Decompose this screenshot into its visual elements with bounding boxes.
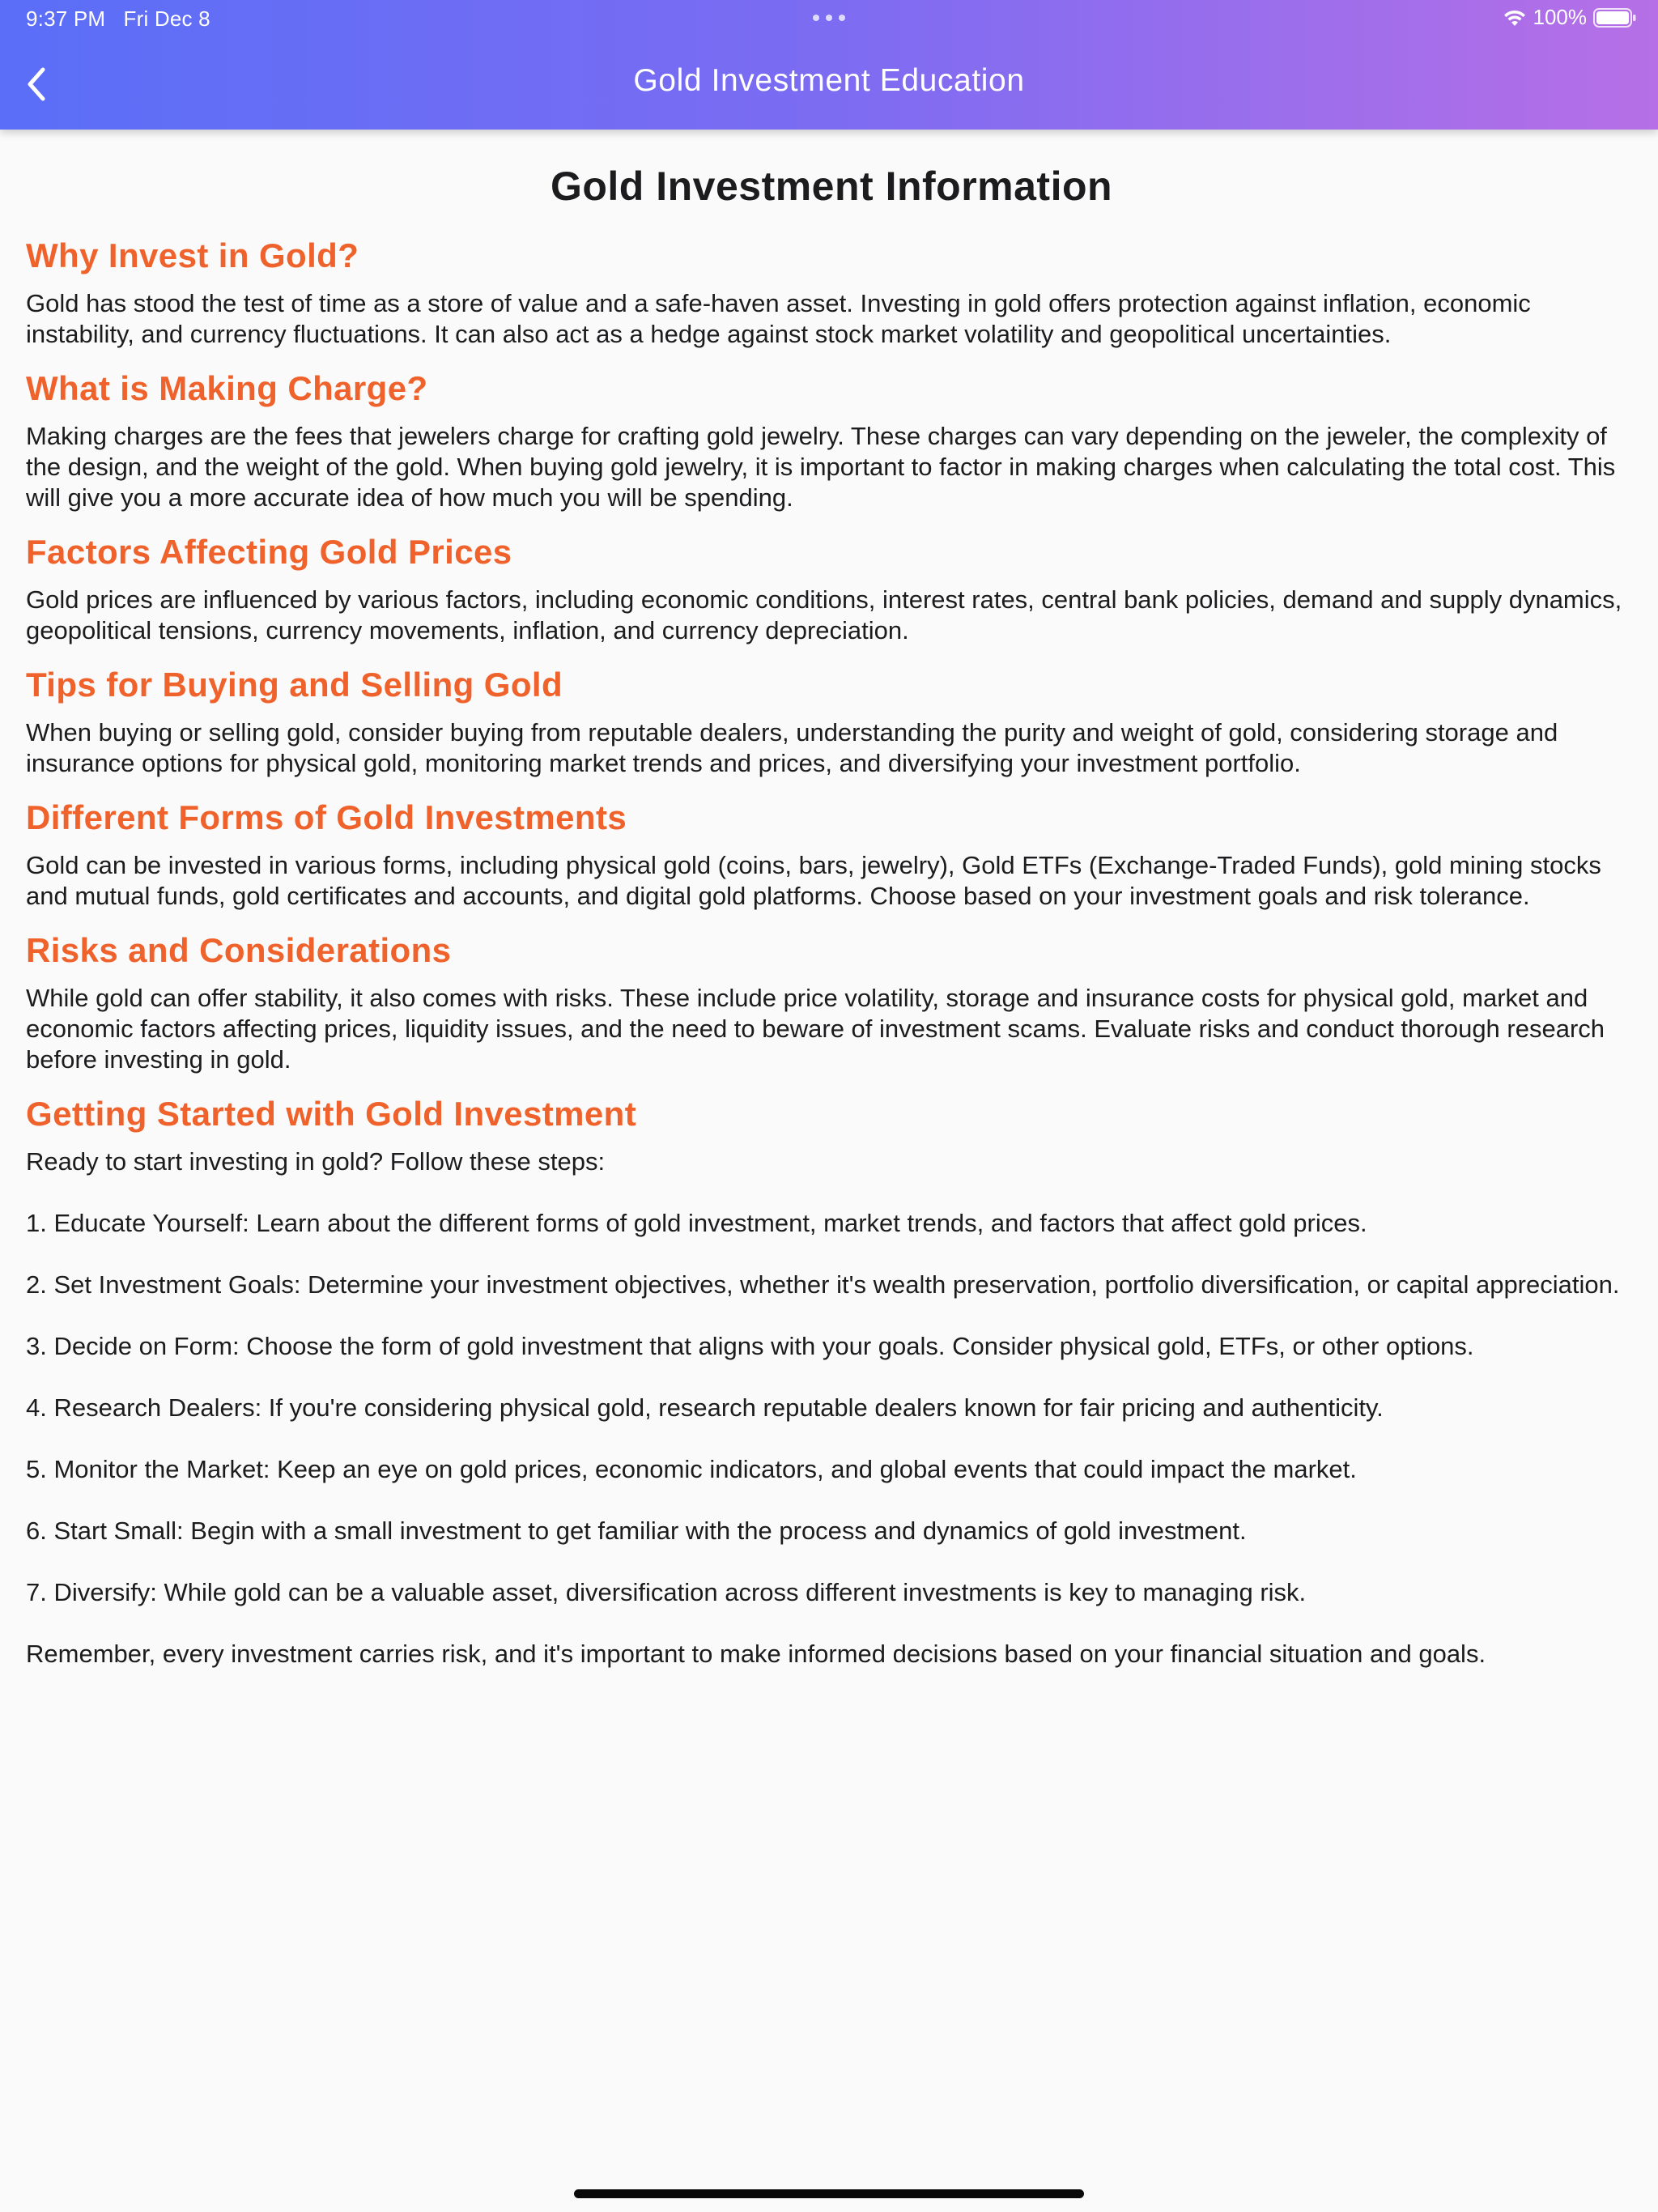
step-item: 7. Diversify: While gold can be a valuable asset, diversification across different investments is key to managing risk. — [26, 1578, 1307, 1606]
nav-title: Gold Investment Education — [633, 63, 1025, 98]
battery-icon — [1593, 7, 1637, 28]
section-buying-tips — [26, 661, 1637, 779]
section-body: While gold can offer stability, it also comes with risks. These include price volatility, storage and insurance costs for physical gold, market and economic factors affecting prices, liquidity issues, and the need to beware of investment scams. Evaluate risks and conduct thorough research before investing in gold. — [26, 984, 1605, 1074]
section-getting-started — [26, 1090, 1637, 1670]
section-body: Gold can be invested in various forms, including physical gold (coins, bars, jewelry), Gold ETFs (Exchange-Traded Funds), gold mining stocks and mutual funds, gold certificates and accounts, and digital gold platforms. Choose based on your investment goals and risk tolerance. — [26, 851, 1601, 910]
section-why-invest — [26, 232, 1637, 350]
step-item: 3. Decide on Form: Choose the form of gold investment that aligns with your goals. Consider physical gold, ETFs, or other options. — [26, 1332, 1474, 1360]
steps-list — [26, 1146, 1637, 1670]
section-heading: Getting Started with Gold Investment — [26, 1095, 637, 1133]
page-title: Gold Investment Information — [550, 164, 1113, 209]
wifi-icon — [1503, 8, 1527, 28]
multitasking-dots-icon[interactable] — [810, 8, 848, 28]
step-item: 1. Educate Yourself: Learn about the different forms of gold investment, market trends, and factors that affect gold prices. — [26, 1209, 1367, 1237]
section-body: When buying or selling gold, consider buying from reputable dealers, understanding the purity and weight of gold, considering storage and insurance options for physical gold, monitoring market trends and prices, and diversifying your investment portfolio. — [26, 718, 1558, 777]
section-body: Making charges are the fees that jewelers charge for crafting gold jewelry. These charges can vary depending on the jeweler, the complexity of the design, and the weight of the gold. When buying gold jewelry, it is important to factor in making charges when calculating the total cost. This will give you a more accurate idea of how much you will be spending. — [26, 422, 1616, 512]
section-heading: Factors Affecting Gold Prices — [26, 533, 512, 571]
status-time-clock: 9:37 PM — [26, 6, 106, 31]
section-price-factors — [26, 528, 1637, 646]
home-indicator[interactable] — [574, 2189, 1084, 2198]
section-making-charge — [26, 364, 1637, 513]
steps-intro: Ready to start investing in gold? Follow these steps: — [26, 1147, 606, 1176]
status-date: Fri Dec 8 — [123, 6, 210, 31]
status-indicators — [1503, 5, 1638, 30]
step-item: 6. Start Small: Begin with a small investment to get familiar with the process and dynamics of gold investment. — [26, 1516, 1247, 1545]
step-item: 5. Monitor the Market: Keep an eye on gold prices, economic indicators, and global events that could impact the market. — [26, 1455, 1357, 1483]
section-body: Gold has stood the test of time as a store of value and a safe-haven asset. Investing in gold offers protection against inflation, economic instability, and currency fluctuations. It can also act as a hedge against stock market volatility and geopolitical uncertainties. — [26, 289, 1531, 348]
scroll-content[interactable] — [26, 130, 1637, 1700]
section-heading: What is Making Charge? — [26, 369, 428, 407]
section-forms — [26, 793, 1637, 912]
status-time — [26, 6, 210, 32]
section-heading: Why Invest in Gold? — [26, 236, 359, 274]
section-heading: Different Forms of Gold Investments — [26, 798, 627, 836]
closing-note: Remember, every investment carries risk, and it's important to make informed decisions based on your financial situation and goals. — [26, 1640, 1486, 1668]
section-body: Gold prices are influenced by various factors, including economic conditions, interest rates, central bank policies, demand and supply dynamics, geopolitical tensions, currency movements, inflation, and currency depreciation. — [26, 585, 1622, 644]
step-item: 2. Set Investment Goals: Determine your investment objectives, whether it's wealth preservation, portfolio diversification, or capital appreciation. — [26, 1270, 1620, 1299]
navigation-header — [0, 0, 1658, 130]
section-heading: Risks and Considerations — [26, 931, 452, 969]
section-heading: Tips for Buying and Selling Gold — [26, 666, 563, 704]
step-item: 4. Research Dealers: If you're considering physical gold, research reputable dealers known for fair pricing and authenticity. — [26, 1393, 1384, 1422]
section-risks — [26, 926, 1637, 1075]
battery-percentage: 100% — [1533, 5, 1587, 29]
